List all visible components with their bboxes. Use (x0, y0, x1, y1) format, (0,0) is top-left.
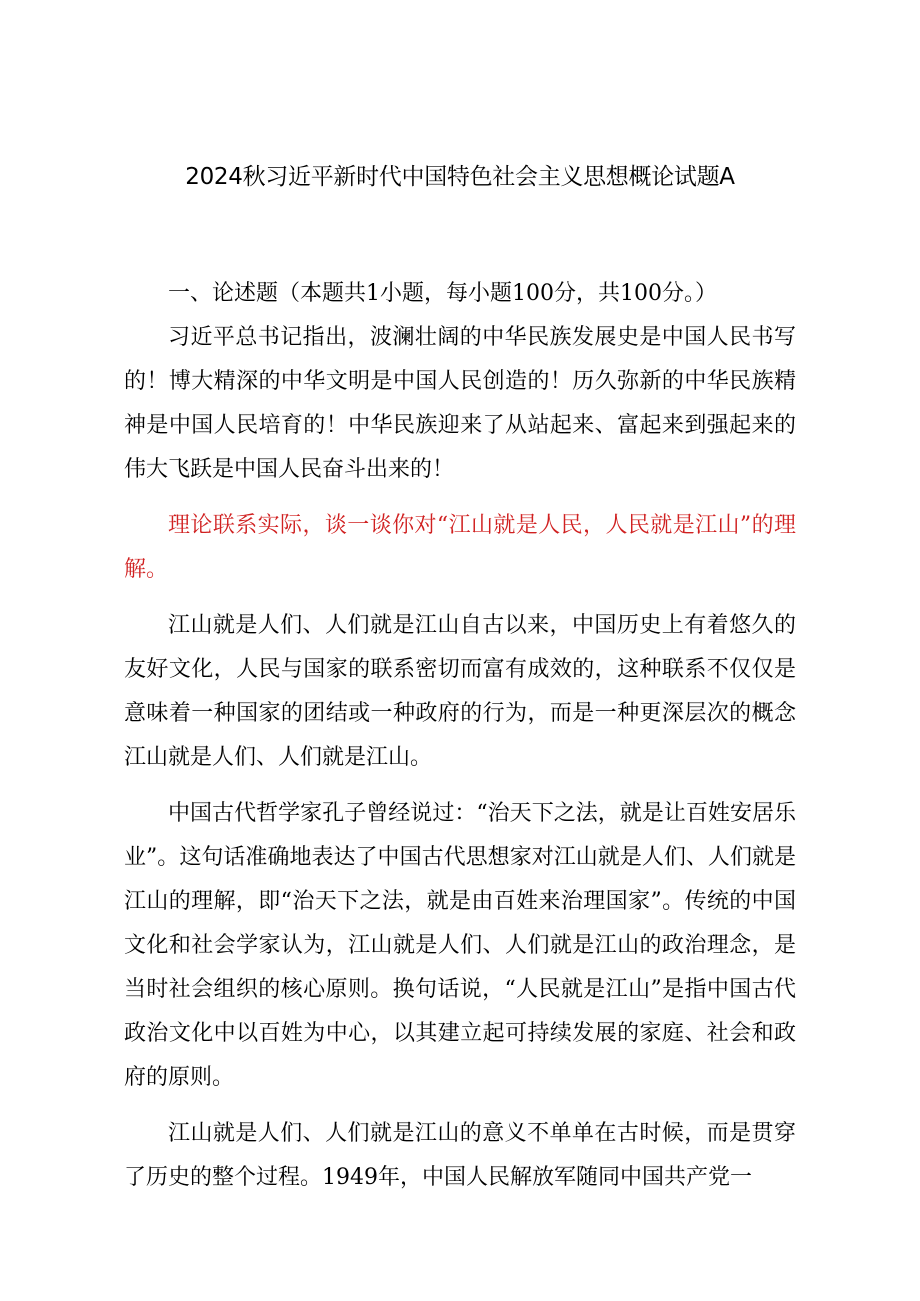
paragraph-gap (124, 592, 796, 604)
question-prompt: 理论联系实际，谈一谈你对“江山就是人民，人民就是江山”的理解。 (124, 513, 796, 582)
section-heading: 一、论述题（本题共1小题，每小题100分，共100分。） (168, 281, 717, 306)
paragraph-gap (124, 492, 796, 504)
paragraph-gap (124, 1100, 796, 1112)
paragraph-gap (124, 780, 796, 792)
question-intro: 习近平总书记指出，波澜壮阔的中华民族发展史是中国人民书写的！博大精深的中华文明是中国人民创造的！历久弥新的中华民族精神是中国人民培育的！中华民族迎来了从站起来、富起来到强起来的伟大飞跃是中国人民奋斗出来的！ (124, 325, 796, 482)
document-title: 2024秋习近平新时代中国特色社会主义思想概论试题A (185, 164, 735, 190)
document-body (124, 272, 796, 1200)
answer-paragraph: 江山就是人们、人们就是江山的意义不单单在古时候，而是贯穿了历史的整个过程。1949年，中国人民解放军随同中国共产党一 (124, 1121, 796, 1190)
answer-paragraph: 中国古代哲学家孔子曾经说过：“治天下之法，就是让百姓安居乐业”。这句话准确地表达了中国古代思想家对江山就是人们、人们就是江山的理解，即“治天下之法，就是由百姓来治理国家”。传统的中国文化和社会学家认为，江山就是人们、人们就是江山的政治理念，是当时社会组织的核心原则。换句话说，“人民就是江山”是指中国古代政治文化中以百姓为中心，以其建立起可持续发展的家庭、社会和政府的原则。 (124, 801, 796, 1090)
answer-paragraph: 江山就是人们、人们就是江山自古以来，中国历史上有着悠久的友好文化，人民与国家的联系密切而富有成效的，这种联系不仅仅是意味着一种国家的团结或一种政府的行为，而是一种更深层次的概念江山就是人们、人们就是江山。 (124, 613, 796, 770)
